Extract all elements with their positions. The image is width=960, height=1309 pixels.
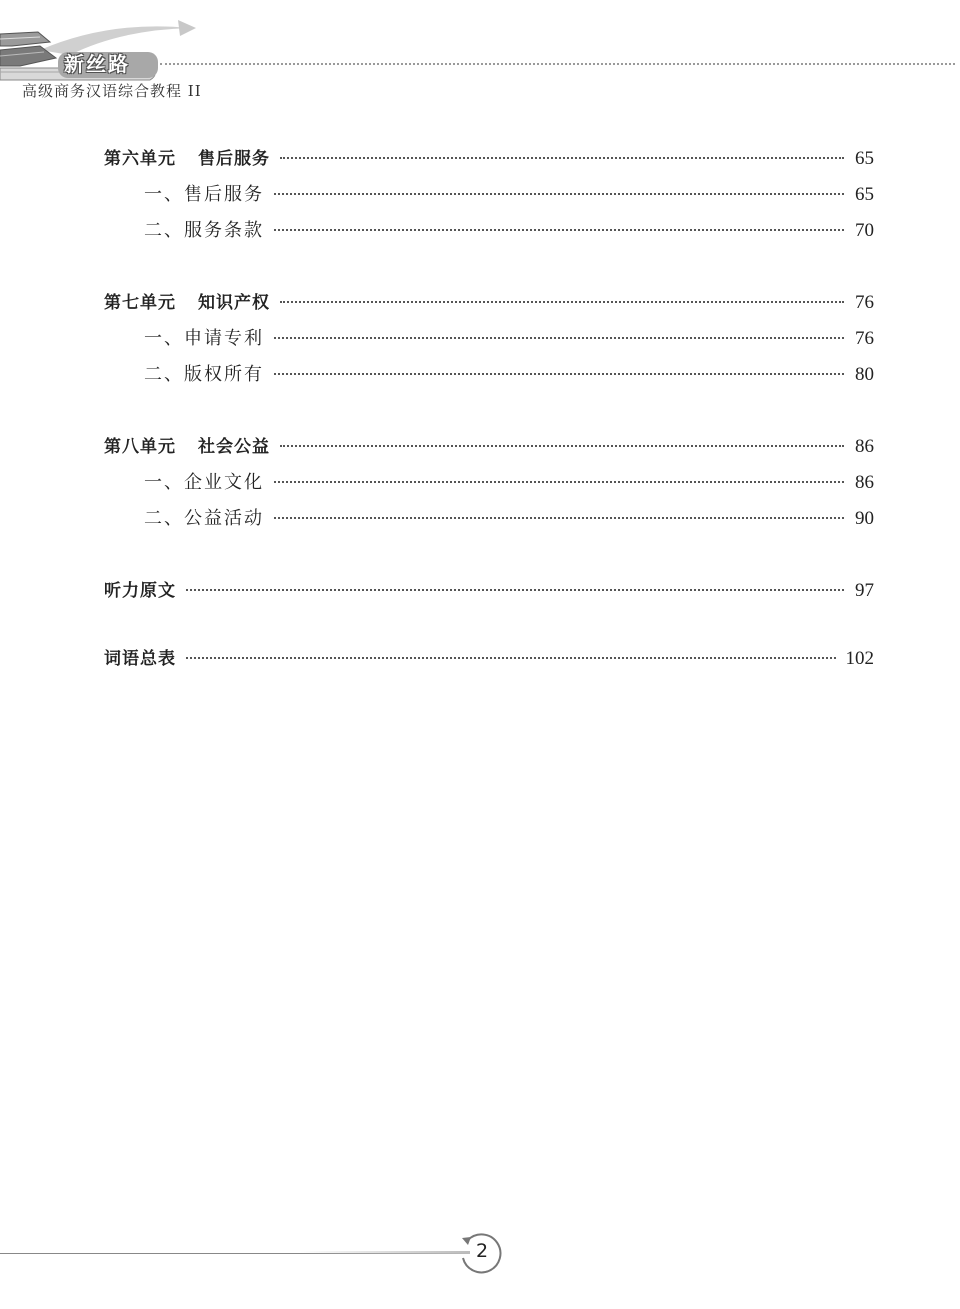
page-number: 76 <box>855 328 874 349</box>
dot-leader <box>274 193 844 195</box>
dot-leader <box>274 373 844 375</box>
lesson-title: 二、服务条款 <box>144 220 264 241</box>
unit-title: 售后服务 <box>198 149 270 169</box>
unit-title: 社会公益 <box>198 437 270 457</box>
unit-number: 第六单元 <box>104 149 176 169</box>
toc-entry-unit-8[interactable] <box>104 432 874 458</box>
page-number: 70 <box>855 220 874 241</box>
page-number: 97 <box>855 580 874 601</box>
dot-leader <box>186 657 836 659</box>
toc-entry-glossary[interactable] <box>104 644 874 670</box>
section-title: 词语总表 <box>104 649 176 669</box>
page-number: 76 <box>855 292 874 313</box>
dot-leader <box>280 157 844 159</box>
toc-entry-lesson[interactable] <box>144 360 874 386</box>
dot-leader <box>274 517 844 519</box>
dot-leader <box>274 229 844 231</box>
dot-leader <box>186 589 844 591</box>
page-number: 102 <box>845 648 874 669</box>
page-number: 2 <box>475 1240 489 1262</box>
page-header <box>0 0 960 110</box>
toc-entry-lesson[interactable] <box>144 216 874 242</box>
toc-entry-lesson[interactable] <box>144 504 874 530</box>
lesson-title: 一、申请专利 <box>144 328 264 349</box>
book-title: 高级商务汉语综合教程 II <box>22 82 202 100</box>
series-name: 新丝路 <box>64 52 130 76</box>
lesson-title: 二、版权所有 <box>144 364 264 385</box>
dot-leader <box>280 445 844 447</box>
page-number: 80 <box>855 364 874 385</box>
toc-entry-lesson[interactable] <box>144 324 874 350</box>
lesson-title: 二、公益活动 <box>144 508 264 529</box>
toc-entry-unit-7[interactable] <box>104 288 874 314</box>
toc-entry-lesson[interactable] <box>144 468 874 494</box>
toc-entry-lesson[interactable] <box>144 180 874 206</box>
header-divider <box>160 63 955 65</box>
unit-number: 第八单元 <box>104 437 176 457</box>
toc-entry-unit-6[interactable] <box>104 144 874 170</box>
dot-leader <box>274 481 844 483</box>
unit-title: 知识产权 <box>198 293 270 313</box>
lesson-title: 一、企业文化 <box>144 472 264 493</box>
page-number: 65 <box>855 148 874 169</box>
dot-leader <box>280 301 844 303</box>
page-number: 65 <box>855 184 874 205</box>
footer-divider-accent <box>300 1251 470 1254</box>
unit-number: 第七单元 <box>104 293 176 313</box>
section-title: 听力原文 <box>104 581 176 601</box>
page-number: 86 <box>855 472 874 493</box>
toc-entry-listening-transcripts[interactable] <box>104 576 874 602</box>
dot-leader <box>274 337 844 339</box>
page-number: 86 <box>855 436 874 457</box>
lesson-title: 一、售后服务 <box>144 184 264 205</box>
page-number: 90 <box>855 508 874 529</box>
